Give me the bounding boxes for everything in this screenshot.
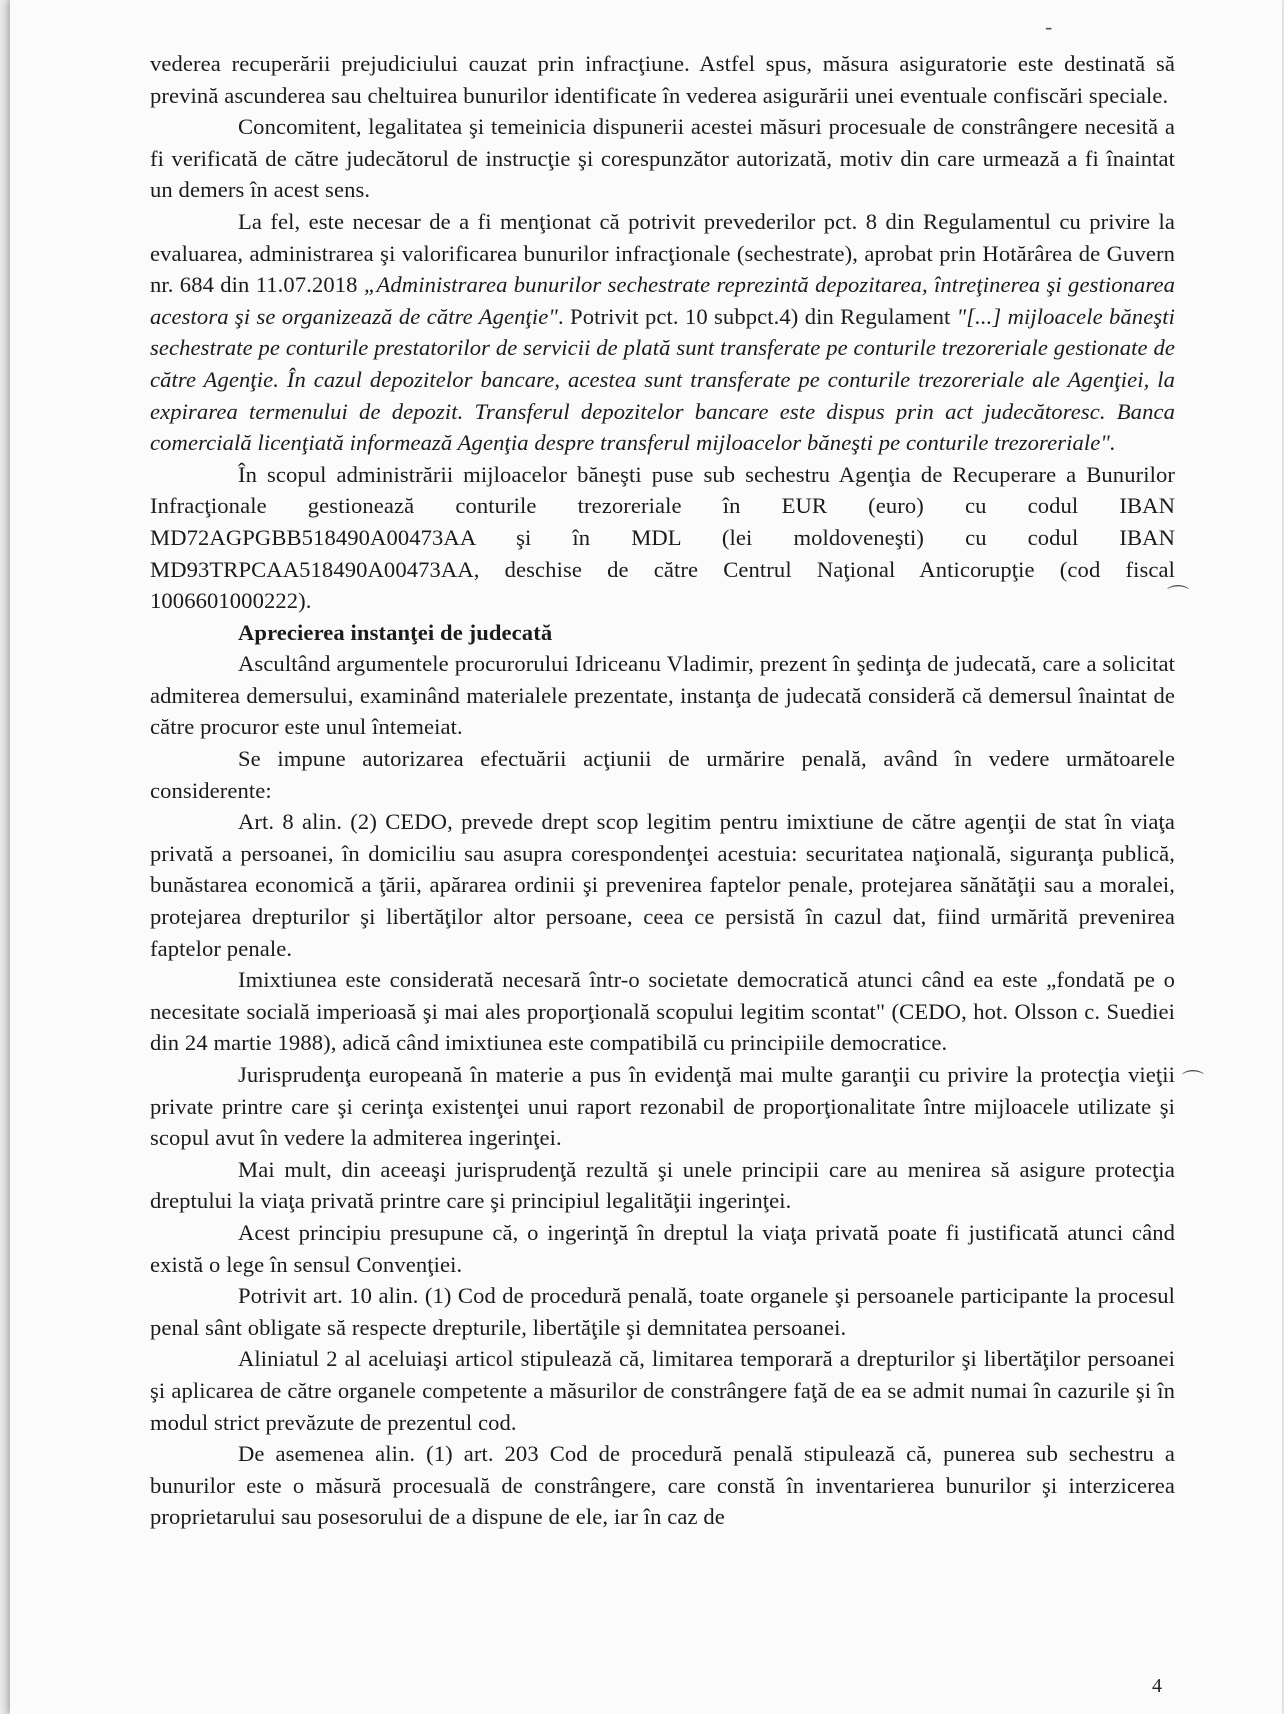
paragraph xyxy=(150,1154,1175,1217)
scan-mark: ⌒ xyxy=(1167,584,1190,609)
paragraph xyxy=(150,1343,1175,1438)
paragraph-text: Potrivit art. 10 alin. (1) Cod de procedură penală, toate organele şi persoanele participante la procesul penal sânt obligate să respecte drepturile, libertăţile şi demnitatea persoanei. xyxy=(150,1283,1175,1340)
paragraph-text: Aliniatul 2 al aceluiaşi articol stipulează că, limitarea temporară a drepturilor şi libertăţilor persoanei şi aplicarea de către organele competente a măsurilor de constrângere faţă de ea se admit numai în cazurile şi în modul strict prevăzute de prezentul cod. xyxy=(150,1346,1175,1435)
paragraph xyxy=(150,206,1175,459)
paragraph-text: Mai mult, din aceeaşi jurisprudenţă rezultă şi unele principii care au menirea să asigure protecţia dreptului la viaţa privată printre care şi principiul legalităţii ingerinţei. xyxy=(150,1156,1175,1214)
scan-mark: - xyxy=(1045,14,1053,39)
paragraph-text: La fel, este necesar de a fi menţionat că potrivit prevederilor pct. 8 din Regulamentul cu privire la evaluarea, administrarea şi valorificarea bunurilor infracţionale (sechestrate), aprobat prin Hotărârea de Guvern nr. 684 din 11.07.2018 xyxy=(150,208,1175,298)
paragraph-text: Aprecierea instanţei de judecată xyxy=(238,619,553,645)
paragraph-text: Acest principiu presupune că, o ingerinţă în dreptul la viaţa privată poate fi justificată atunci când există o lege în sensul Convenţiei. xyxy=(150,1219,1175,1277)
paragraph-text: Ascultând argumentele procurorului Idriceanu Vladimir, prezent în şedinţa de judecată, care a solicitat admiterea demersului, examinând materialele prezentate, instanţa de judecată consideră că demersul înaintat de către procuror este unul întemeiat. xyxy=(150,651,1175,740)
paragraph-text: Jurisprudenţa europeană în materie a pus în evidenţă mai multe garanţii cu privire la protecţia vieţii private printre care şi cerinţa existenţei unui raport rezonabil de proporţionalitate între mijloacele utilizate şi scopul avut în vedere la admiterea ingerinţei. xyxy=(150,1062,1175,1151)
quoted-text: „Administrarea bunurilor sechestrate reprezintă depozitarea, întreţinerea şi gestionarea acestora şi se organizează de către Agenţie" xyxy=(150,272,1175,329)
paragraph xyxy=(150,1438,1175,1533)
page-number: 4 xyxy=(1152,1675,1162,1697)
paragraph xyxy=(150,1217,1175,1280)
paragraph-text: vederea recuperării prejudiciului cauzat prin infracţiune. Astfel spus, măsura asiguratorie este destinată să prevină ascunderea sau cheltuirea bunurilor identificate în vederea asigurării unei eventuale confiscări speciale. xyxy=(150,51,1175,108)
paragraph xyxy=(150,1059,1175,1154)
paragraph-text: Imixtiunea este considerată necesară într-o societate democratică atunci când ea este „fondată pe o necesitate socială imperioasă şi mai ales proporţională scopului legitim scontat" (CEDO, hot. Olsson c. Suediei din 24 martie 1988), adică când imixtiunea este compatibilă cu principiile democratice. xyxy=(150,967,1175,1056)
quoted-text: "[...] mijloacele băneşti sechestrate pe conturile prestatorilor de servicii de plată sunt transferate pe conturile trezoreriale gestionate de către Agenţie. În cazul depozitelor bancare, acestea sunt transferate pe conturile trezoreriale ale Agenţiei, la expirarea termenului de depozit. Transferul depozitelor bancare este dispus prin act judecătoresc. Banca comercială licenţiată informează Agenţia despre transferul mijloacelor băneşti pe conturile trezoreriale". xyxy=(150,303,1175,456)
paragraph xyxy=(150,964,1175,1059)
scan-mark: ⌒ xyxy=(1182,1069,1205,1094)
paragraph xyxy=(150,648,1175,743)
paragraph xyxy=(150,48,1175,111)
paragraph xyxy=(150,806,1175,964)
paragraph-text: În scopul administrării mijloacelor băneşti puse sub sechestru Agenţia de Recuperare a Bunurilor Infracţionale gestionează conturile trezoreriale în EUR (euro) cu codul IBAN MD72AGPGBB518490A00473AA şi în MDL (lei moldoveneşti) cu codul IBAN MD93TRPCAA518490A00473AA, deschise de către Centrul Naţional Anticorupţie (cod fiscal 1006601000222). xyxy=(150,461,1175,614)
paragraph-text: Art. 8 alin. (2) CEDO, prevede drept scop legitim pentru imixtiune de către agenţii de stat în viaţa privată a persoanei, în domiciliu sau asupra corespondenţei acestuia: securitatea naţională, siguranţa publică, bunăstarea economică a ţării, apărarea ordinii şi prevenirea faptelor penale, protejarea sănătăţii sau a moralei, protejarea drepturilor şi libertăţilor altor persoane, ceea ce persistă în cazul dat, fiind urmărită prevenirea faptelor penale. xyxy=(150,809,1175,961)
section-heading xyxy=(150,617,1175,649)
paragraph-text: Concomitent, legalitatea şi temeinicia dispunerii acestei măsuri procesuale de constrângere necesită a fi verificată de către judecătorul de instrucţie şi corespunzător autorizată, motiv din care urmează a fi înaintat un demers în acest sens. xyxy=(150,114,1175,203)
paragraph-text: De asemenea alin. (1) art. 203 Cod de procedură penală stipulează că, punerea sub sechestru a bunurilor este o măsură procesuală de constrângere, care constă în inventarierea bunurilor şi interzicerea proprietarului sau posesorului de a dispune de ele, iar în caz de xyxy=(150,1441,1175,1530)
paragraph-text: Se impune autorizarea efectuării acţiunii de urmărire penală, având în vedere următoarele considerente: xyxy=(150,746,1175,803)
paragraph xyxy=(150,1280,1175,1343)
paragraph xyxy=(150,111,1175,206)
paragraph-text: . Potrivit pct. 10 subpct.4) din Regulament xyxy=(558,303,957,329)
paragraph xyxy=(150,459,1175,617)
document-page xyxy=(10,0,1282,1714)
document-body xyxy=(150,48,1175,1533)
paragraph xyxy=(150,743,1175,806)
